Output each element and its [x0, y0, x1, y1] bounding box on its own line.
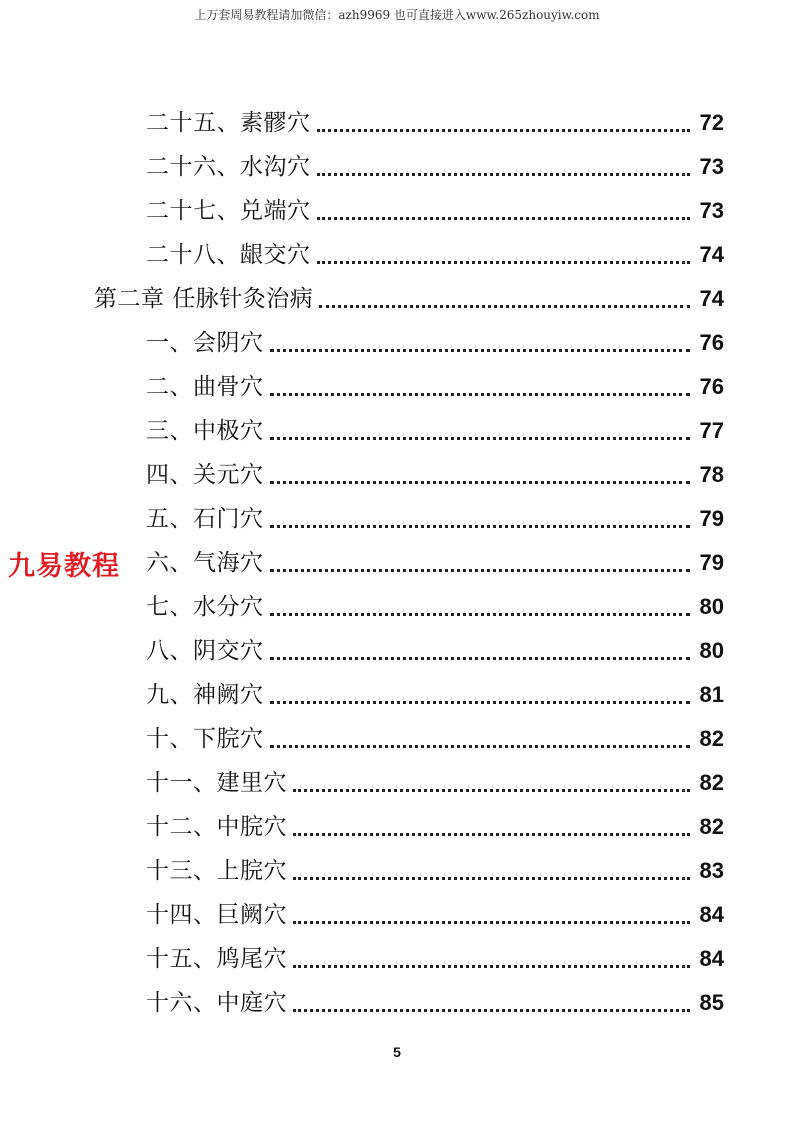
toc-entry-page: 79 — [699, 550, 724, 575]
toc-entry-page: 80 — [699, 594, 724, 619]
toc-entry[interactable] — [146, 812, 724, 842]
toc-entry-page: 84 — [699, 946, 724, 971]
toc-entry[interactable] — [146, 724, 724, 754]
toc-entry[interactable] — [146, 988, 724, 1018]
toc-entry[interactable] — [146, 460, 724, 490]
dot-leader — [293, 921, 690, 924]
toc-chapter-title: 第二章 任脉针灸治病 — [94, 286, 314, 312]
toc-entry[interactable] — [146, 768, 724, 798]
toc-entry-title: 四、关元穴 — [146, 462, 264, 488]
dot-leader — [270, 569, 691, 572]
watermark-logo-text: 九易教程 — [8, 551, 120, 582]
toc-entry-title: 三、中极穴 — [146, 418, 264, 444]
toc-entry-page: 82 — [699, 770, 724, 795]
dot-leader — [293, 877, 690, 880]
dot-leader — [270, 525, 691, 528]
toc-entry[interactable] — [146, 504, 724, 534]
toc-entry[interactable] — [146, 856, 724, 886]
toc-entry[interactable] — [146, 240, 724, 270]
toc-entry-title: 七、水分穴 — [146, 594, 264, 620]
toc-entry-page: 82 — [699, 726, 724, 751]
toc-chapter-page: 74 — [699, 286, 724, 311]
toc-entry[interactable] — [146, 944, 724, 974]
toc-entry-title: 二十六、水沟穴 — [146, 154, 311, 180]
toc-entry[interactable] — [146, 592, 724, 622]
dot-leader — [319, 305, 690, 308]
dot-leader — [293, 1009, 690, 1012]
toc-entry[interactable] — [146, 900, 724, 930]
toc-entry-page: 79 — [699, 506, 724, 531]
toc-entry-page: 78 — [699, 462, 724, 487]
toc-entry[interactable] — [146, 196, 724, 226]
toc-entry-page: 84 — [699, 902, 724, 927]
dot-leader — [293, 789, 690, 792]
dot-leader — [270, 613, 691, 616]
dot-leader — [270, 349, 691, 352]
page-number: 5 — [393, 1044, 401, 1060]
dot-leader — [317, 129, 691, 132]
toc-entry-title: 八、阴交穴 — [146, 638, 264, 664]
dot-leader — [270, 745, 691, 748]
dot-leader — [270, 701, 691, 704]
toc-entry[interactable] — [146, 372, 724, 402]
toc-entry-page: 72 — [699, 110, 724, 135]
toc-entry-title: 二十五、素髎穴 — [146, 110, 311, 136]
toc-entry-title: 九、神阙穴 — [146, 682, 264, 708]
dot-leader — [270, 437, 691, 440]
toc-entry-title: 二十八、龈交穴 — [146, 242, 311, 268]
toc-entry-page: 82 — [699, 814, 724, 839]
toc-entry-title: 十二、中脘穴 — [146, 814, 287, 840]
toc-entry[interactable] — [146, 636, 724, 666]
toc-entry-title: 五、石门穴 — [146, 506, 264, 532]
dot-leader — [317, 261, 691, 264]
toc-entry-page: 76 — [699, 330, 724, 355]
dot-leader — [293, 965, 690, 968]
toc-entry-page: 83 — [699, 858, 724, 883]
toc-entry-page: 81 — [699, 682, 724, 707]
page-header: 上万套周易教程请加微信：azh9969 也可直接进入www.265zhouyiw.com — [194, 8, 600, 22]
toc-entry-page: 76 — [699, 374, 724, 399]
toc-entry-page: 80 — [699, 638, 724, 663]
toc-entry[interactable] — [146, 152, 724, 182]
toc-entry-title: 十、下脘穴 — [146, 726, 264, 752]
toc-entry-page: 74 — [699, 242, 724, 267]
toc-entry[interactable] — [146, 680, 724, 710]
dot-leader — [270, 657, 691, 660]
toc-entry-page: 73 — [699, 154, 724, 179]
toc-entry-title: 十五、鸠尾穴 — [146, 946, 287, 972]
toc-entry-title: 十三、上脘穴 — [146, 858, 287, 884]
toc-entry-title: 十六、中庭穴 — [146, 990, 287, 1016]
toc-entry-title: 六、气海穴 — [146, 550, 264, 576]
dot-leader — [270, 393, 691, 396]
toc-entry-title: 十一、建里穴 — [146, 770, 287, 796]
toc-entry-page: 77 — [699, 418, 724, 443]
toc-entry[interactable] — [146, 108, 724, 138]
toc-entry-title: 二、曲骨穴 — [146, 374, 264, 400]
toc-entry[interactable] — [146, 416, 724, 446]
toc-entry-title: 一、会阴穴 — [146, 330, 264, 356]
dot-leader — [317, 217, 691, 220]
toc-entry-page: 85 — [699, 990, 724, 1015]
toc-entry[interactable] — [146, 548, 724, 578]
toc-chapter-entry[interactable] — [94, 284, 724, 314]
dot-leader — [270, 481, 691, 484]
toc-entry-page: 73 — [699, 198, 724, 223]
toc-entry-title: 二十七、兑端穴 — [146, 198, 311, 224]
toc-entry-title: 十四、巨阙穴 — [146, 902, 287, 928]
toc-entry[interactable] — [146, 328, 724, 358]
dot-leader — [293, 833, 690, 836]
dot-leader — [317, 173, 691, 176]
